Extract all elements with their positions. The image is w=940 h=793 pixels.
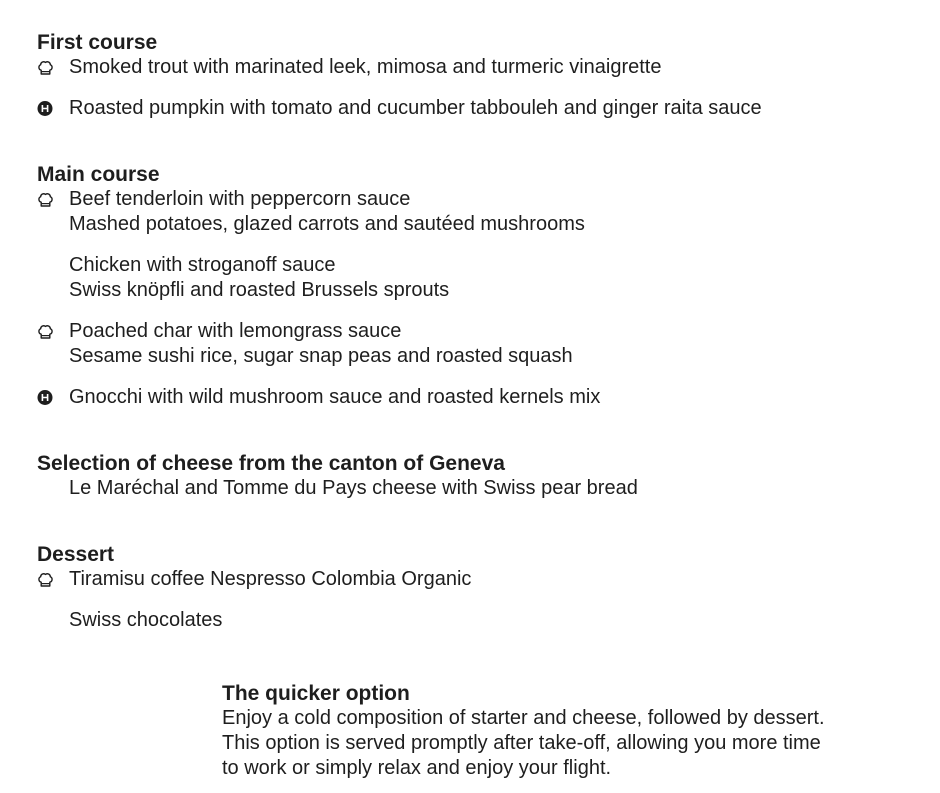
h-circle-icon bbox=[37, 389, 54, 406]
section-cheese bbox=[37, 451, 917, 501]
item-line: Tiramisu coffee Nespresso Colombia Organic bbox=[69, 568, 472, 590]
chef-hat-icon bbox=[37, 191, 54, 208]
menu-item bbox=[37, 608, 917, 633]
item-line: Swiss chocolates bbox=[69, 609, 223, 631]
section-title: Selection of cheese from the canton of Geneva bbox=[37, 452, 505, 475]
chef-hat-icon bbox=[37, 323, 54, 340]
item-line: Smoked trout with marinated leek, mimosa and turmeric vinaigrette bbox=[69, 56, 662, 78]
quicker-option bbox=[222, 681, 902, 781]
menu-item bbox=[37, 96, 917, 121]
quicker-option-line: Enjoy a cold composition of starter and cheese, followed by dessert. bbox=[222, 707, 825, 729]
section-title: Main course bbox=[37, 163, 160, 186]
h-circle-icon bbox=[37, 100, 54, 117]
section-title: First course bbox=[37, 31, 158, 54]
quicker-option-line: to work or simply relax and enjoy your flight. bbox=[222, 757, 612, 779]
section-main-course bbox=[37, 162, 917, 410]
chef-hat-icon bbox=[37, 59, 54, 76]
section-title: Dessert bbox=[37, 543, 115, 566]
item-line: Sesame sushi rice, sugar snap peas and roasted squash bbox=[69, 345, 573, 367]
item-line: Poached char with lemongrass sauce bbox=[69, 320, 402, 342]
item-line: Gnocchi with wild mushroom sauce and roasted kernels mix bbox=[69, 386, 601, 408]
item-line: Roasted pumpkin with tomato and cucumber tabbouleh and ginger raita sauce bbox=[69, 97, 762, 119]
menu-item bbox=[37, 319, 917, 369]
menu-item bbox=[37, 567, 917, 592]
section-dessert bbox=[37, 542, 917, 633]
chef-hat-icon bbox=[37, 571, 54, 588]
item-line: Chicken with stroganoff sauce bbox=[69, 254, 336, 276]
menu-item bbox=[37, 385, 917, 410]
item-line: Le Maréchal and Tomme du Pays cheese with Swiss pear bread bbox=[69, 477, 638, 499]
item-line: Swiss knöpfli and roasted Brussels sprouts bbox=[69, 279, 450, 301]
item-line: Beef tenderloin with peppercorn sauce bbox=[69, 188, 411, 210]
menu-item bbox=[37, 253, 917, 303]
menu-item bbox=[37, 187, 917, 237]
item-line: Mashed potatoes, glazed carrots and sautéed mushrooms bbox=[69, 213, 585, 235]
quicker-option-title: The quicker option bbox=[222, 682, 410, 705]
quicker-option-line: This option is served promptly after take-off, allowing you more time bbox=[222, 732, 821, 754]
section-first-course bbox=[37, 30, 917, 121]
menu-item bbox=[37, 55, 917, 80]
menu bbox=[37, 30, 917, 674]
menu-item bbox=[37, 476, 917, 501]
